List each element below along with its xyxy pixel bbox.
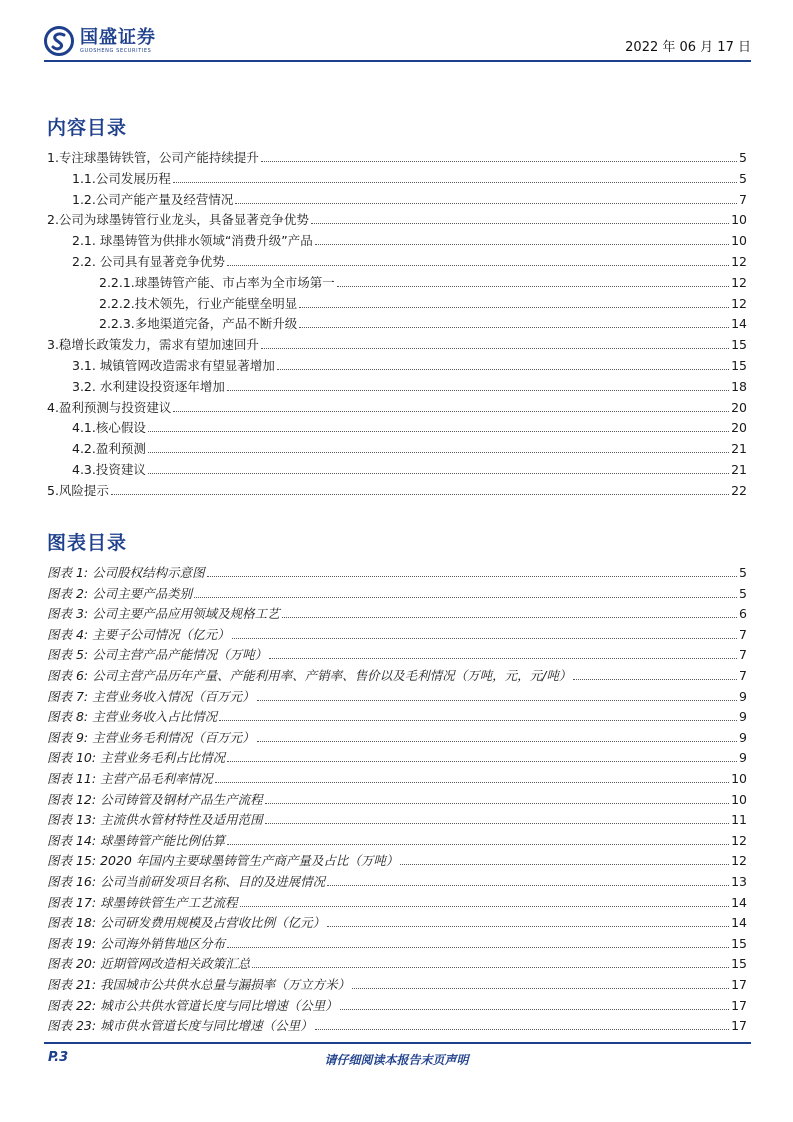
dot-leader (340, 1008, 730, 1010)
contents-entry[interactable] (72, 167, 747, 187)
contents-title: 内容目录 (47, 117, 128, 139)
entry-label: 图表 11: 主营产品毛利率情况 (47, 771, 213, 786)
dot-leader (337, 285, 729, 287)
entry-label: 图表 15: 2020 年国内主要球墨铸管生产商产量及占比（万吨） (47, 853, 399, 869)
entry-page-number: 7 (739, 647, 747, 663)
figure-entry[interactable] (47, 849, 747, 869)
entry-page-number: 5 (739, 150, 747, 165)
contents-entry[interactable] (47, 333, 747, 353)
entry-label: 2.2.2.技术领先，行业产能壁垒明显 (99, 295, 298, 311)
figure-entry[interactable] (47, 746, 747, 766)
entry-label: 图表 3: 公司主要产品应用领域及规格工艺 (47, 606, 280, 622)
logo-chinese-name: 国盛证券 (80, 26, 156, 48)
entry-label: 图表 6: 公司主营产品历年产量、产能利用率、产销率、售价以及毛利情况（万吨，元，元/吨） (47, 668, 572, 683)
entry-page-number: 9 (739, 709, 747, 725)
entry-label: 图表 17: 球墨铸铁管生产工艺流程 (47, 894, 238, 910)
figure-entry[interactable] (47, 891, 747, 911)
contents-entry[interactable] (47, 479, 747, 499)
entry-page-number: 15 (731, 956, 747, 972)
entry-label: 图表 23: 城市供水管道长度与同比增速（公里） (47, 1018, 313, 1034)
contents-entry[interactable] (72, 354, 747, 374)
entry-label: 2.2. 公司具有显著竞争优势 (72, 254, 225, 269)
dot-leader (173, 410, 729, 412)
entry-page-number: 7 (739, 191, 747, 207)
dot-leader (315, 1028, 730, 1030)
entry-page-number: 11 (731, 812, 747, 828)
figure-entry[interactable] (47, 602, 747, 622)
entry-label: 图表 20: 近期管网改造相关政策汇总 (47, 956, 251, 972)
dot-leader (232, 637, 737, 639)
contents-entry[interactable] (99, 292, 747, 312)
figure-entry[interactable] (47, 870, 747, 890)
entry-page-number: 10 (731, 771, 747, 786)
contents-entry[interactable] (47, 208, 747, 228)
logo-mark-icon (44, 26, 74, 56)
entry-page-number: 15 (731, 935, 747, 951)
dot-leader (227, 389, 729, 391)
dot-leader (573, 678, 737, 680)
entry-page-number: 5 (739, 170, 747, 186)
entry-label: 3.2. 水利建设投资逐年增加 (72, 378, 225, 394)
entry-page-number: 10 (731, 212, 747, 228)
dot-leader (148, 472, 729, 474)
contents-entry[interactable] (72, 416, 747, 436)
figure-entry[interactable] (47, 808, 747, 828)
figure-entry[interactable] (47, 788, 747, 808)
dot-leader (173, 181, 737, 183)
entry-page-number: 21 (731, 462, 747, 477)
contents-entry[interactable] (72, 437, 747, 457)
entry-page-number: 9 (739, 688, 747, 704)
header-divider (44, 60, 751, 62)
figure-entry[interactable] (47, 623, 747, 643)
entry-label: 图表 1: 公司股权结构示意图 (47, 565, 205, 580)
entry-label: 图表 2: 公司主要产品类别 (47, 585, 193, 601)
contents-entry[interactable] (99, 271, 747, 291)
dot-leader (400, 863, 729, 865)
figure-entry[interactable] (47, 952, 747, 972)
entry-label: 图表 9: 主营业务毛利情况（百万元） (47, 729, 255, 745)
entry-page-number: 6 (739, 606, 747, 622)
entry-label: 2.公司为球墨铸管行业龙头，具备显著竞争优势 (47, 212, 309, 228)
entry-label: 图表 16: 公司当前研发项目名称、目的及进展情况 (47, 874, 326, 889)
entry-page-number: 10 (731, 791, 747, 807)
disclaimer-note: 请仔细阅读本报告末页声明 (324, 1053, 469, 1067)
dot-leader (148, 430, 729, 432)
dot-leader (111, 493, 729, 495)
dot-leader (235, 202, 737, 204)
contents-entry[interactable] (72, 250, 747, 270)
page-number: P.3 (48, 1050, 69, 1065)
entry-page-number: 20 (731, 399, 747, 415)
figure-entry[interactable] (47, 932, 747, 952)
dot-leader (327, 884, 729, 886)
entry-label: 图表 4: 主要子公司情况（亿元） (47, 626, 230, 642)
dot-leader (227, 760, 737, 762)
entry-page-number: 15 (731, 337, 747, 353)
dot-leader (219, 719, 737, 721)
contents-entry[interactable] (47, 146, 747, 166)
entry-label: 2.1. 球墨铸管为供排水领域“消费升级”产品 (72, 233, 313, 249)
dot-leader (311, 222, 729, 224)
figure-entry[interactable] (47, 664, 747, 684)
entry-label: 3.1. 城镇管网改造需求有望显著增加 (72, 358, 275, 373)
dot-leader (227, 264, 729, 266)
dot-leader (299, 326, 729, 328)
entry-page-number: 18 (731, 378, 747, 394)
entry-label: 2.2.1.球墨铸管产能、市占率为全市场第一 (99, 274, 335, 290)
figure-entry[interactable] (47, 911, 747, 931)
company-logo (44, 24, 156, 58)
figure-entry[interactable] (47, 643, 747, 663)
entry-label: 图表 10: 主营业务毛利占比情况 (47, 750, 226, 766)
dot-leader (315, 243, 729, 245)
figure-entry[interactable] (47, 973, 747, 993)
entry-label: 1.2.公司产能产量及经营情况 (72, 191, 234, 207)
figures-title: 图表目录 (47, 532, 128, 554)
figure-entry[interactable] (47, 1014, 747, 1034)
dot-leader (227, 843, 729, 845)
entry-label: 4.1.核心假设 (72, 420, 146, 436)
entry-label: 3.稳增长政策发力，需求有望加速回升 (47, 337, 259, 353)
contents-entry[interactable] (47, 396, 747, 416)
entry-page-number: 9 (739, 750, 747, 766)
dot-leader (227, 946, 729, 948)
figure-entry[interactable] (47, 705, 747, 725)
page-header (44, 20, 751, 62)
dot-leader (257, 740, 737, 742)
dot-leader (269, 657, 737, 659)
contents-entry[interactable] (72, 375, 747, 395)
dot-leader (261, 160, 737, 162)
entry-page-number: 10 (731, 233, 747, 249)
dot-leader (265, 822, 730, 824)
dot-leader (299, 306, 729, 308)
dot-leader (352, 987, 729, 989)
entry-label: 图表 21: 我国城市公共供水总量与漏损率（万立方米） (47, 977, 351, 992)
figure-entry[interactable] (47, 561, 747, 581)
entry-page-number: 5 (739, 565, 747, 580)
entry-page-number: 14 (731, 894, 747, 910)
entry-label: 1.专注球墨铸铁管，公司产能持续提升 (47, 150, 259, 165)
entry-label: 图表 13: 主流供水管材特性及适用范围 (47, 812, 263, 828)
entry-page-number: 21 (731, 441, 747, 457)
entry-page-number: 14 (731, 316, 747, 332)
contents-entry[interactable] (72, 458, 747, 478)
dot-leader (240, 905, 730, 907)
entry-page-number: 13 (731, 874, 747, 889)
figure-entry[interactable] (47, 582, 747, 602)
entry-page-number: 17 (731, 1018, 747, 1034)
entry-page-number: 17 (731, 977, 747, 992)
entry-page-number: 22 (731, 482, 747, 498)
entry-page-number: 14 (731, 915, 747, 931)
entry-page-number: 7 (739, 668, 747, 683)
figure-entry[interactable] (47, 994, 747, 1014)
entry-label: 图表 14: 球墨铸管产能比例估算 (47, 832, 226, 848)
entry-label: 图表 22: 城市公共供水管道长度与同比增速（公里） (47, 997, 338, 1013)
figure-entry[interactable] (47, 685, 747, 705)
entry-label: 图表 18: 公司研发费用规模及占营收比例（亿元） (47, 915, 326, 931)
entry-page-number: 12 (731, 853, 747, 869)
entry-page-number: 12 (731, 832, 747, 848)
entry-label: 图表 12: 公司铸管及钢材产品生产流程 (47, 791, 263, 807)
entry-page-number: 9 (739, 729, 747, 745)
entry-page-number: 7 (739, 626, 747, 642)
dot-leader (257, 699, 737, 701)
entry-page-number: 17 (731, 997, 747, 1013)
report-date: 2022 年 06 月 17 日 (625, 40, 751, 55)
entry-label: 4.3.投资建议 (72, 462, 146, 477)
dot-leader (261, 347, 729, 349)
entry-page-number: 12 (731, 295, 747, 311)
dot-leader (277, 368, 729, 370)
entry-label: 5.风险提示 (47, 482, 109, 498)
dot-leader (207, 575, 737, 577)
entry-label: 图表 19: 公司海外销售地区分布 (47, 935, 226, 951)
entry-page-number: 12 (731, 274, 747, 290)
dot-leader (148, 451, 729, 453)
dot-leader (327, 925, 729, 927)
dot-leader (252, 966, 729, 968)
entry-label: 2.2.3.多地渠道完备，产品不断升级 (99, 316, 298, 332)
dot-leader (215, 781, 730, 783)
entry-label: 4.盈利预测与投资建议 (47, 399, 172, 415)
entry-label: 1.1.公司发展历程 (72, 170, 171, 186)
entry-page-number: 12 (731, 254, 747, 269)
figure-entry[interactable] (47, 726, 747, 746)
contents-entry[interactable] (72, 188, 747, 208)
logo-english-name: GUOSHENG SECURITIES (80, 47, 152, 54)
entry-label: 图表 5: 公司主营产品产能情况（万吨） (47, 647, 268, 663)
dot-leader (265, 802, 730, 804)
entry-label: 图表 8: 主营业务收入占比情况 (47, 709, 218, 725)
entry-page-number: 20 (731, 420, 747, 436)
footer-divider (44, 1042, 751, 1044)
entry-label: 4.2.盈利预测 (72, 441, 146, 457)
entry-label: 图表 7: 主营业务收入情况（百万元） (47, 688, 255, 704)
figure-entry[interactable] (47, 767, 747, 787)
dot-leader (282, 616, 737, 618)
contents-entry[interactable] (99, 312, 747, 332)
entry-page-number: 5 (739, 585, 747, 601)
contents-entry[interactable] (72, 229, 747, 249)
dot-leader (194, 596, 737, 598)
entry-page-number: 15 (731, 358, 747, 373)
figure-entry[interactable] (47, 829, 747, 849)
